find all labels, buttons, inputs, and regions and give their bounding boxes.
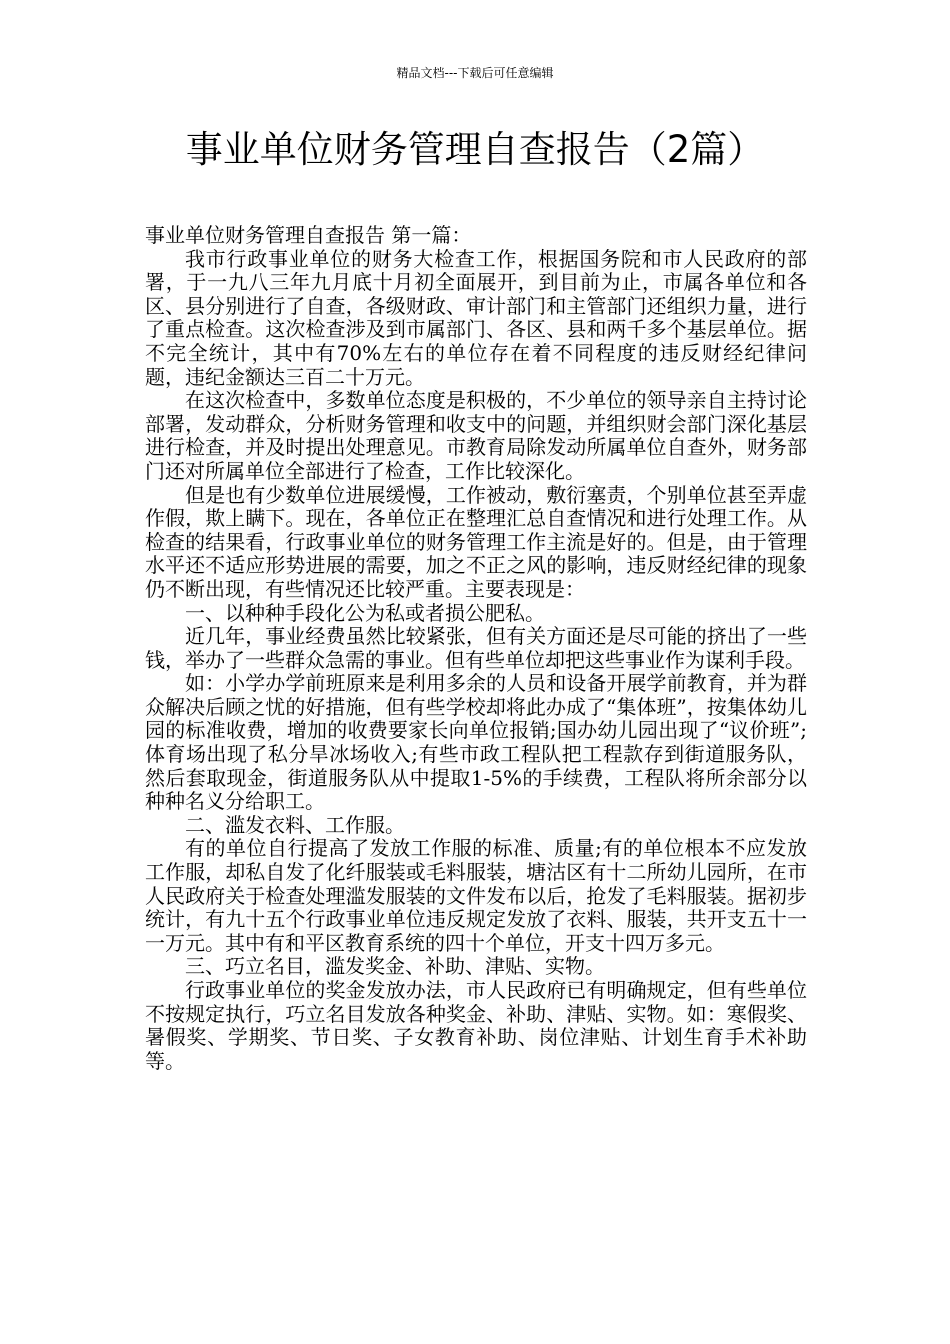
paragraph: 行政事业单位的奖金发放办法，市人民政府已有明确规定，但有些单位不按规定执行，巧立名目发放各种奖金、补助、津贴、实物。如：寒假奖、暑假奖、学期奖、节日奖、子女教育补助、岗位津贴、计划生育手术补助等。 (145, 978, 807, 1073)
subheading: 一、以种种手段化公为私或者损公肥私。 (185, 600, 545, 625)
page-header: 精品文档---下载后可任意编辑 (396, 66, 554, 80)
paragraph: 近几年，事业经费虽然比较紧张，但有关方面还是尽可能的挤出了一些钱，举办了一些群众急需的事业。但有些单位却把这些事业作为谋利手段。 (145, 624, 807, 672)
subheading: 二、滥发衣料、工作服。 (185, 812, 405, 837)
document-body (145, 224, 807, 1073)
subheading: 三、巧立名目，滥发奖金、补助、津贴、实物。 (185, 954, 605, 979)
paragraph: 有的单位自行提高了发放工作服的标准、质量;有的单位根本不应发放工作服，却私自发了化纤服装或毛料服装，塘沽区有十二所幼儿园所，在市人民政府关于检查处理滥发服装的文件发布以后，抢发了毛料服装。据初步统计，有九十五个行政事业单位违反规定发放了衣料、服装，共开支五十一一万元。其中有和平区教育系统的四十个单位，开支十四万多元。 (145, 836, 807, 955)
paragraph: 如：小学办学前班原来是利用多余的人员和设备开展学前教育，并为群众解决后顾之忧的好措施，但有些学校却将此办成了“集体班”，按集体幼儿园的标准收费，增加的收费要家长向单位报销;国办幼儿园出现了“议价班”;体育场出现了私分旱冰场收入;有些市政工程队把工程款存到街道服务队，然后套取现金，街道服务队从中提取1-5%的手续费，工程队将所余部分以种种名义分给职工。 (145, 671, 807, 814)
paragraph: 但是也有少数单位进展缓慢，工作被动，敷衍塞责，个别单位甚至弄虚作假，欺上瞒下。现在，各单位正在整理汇总自查情况和进行处理工作。从检查的结果看，行政事业单位的财务管理工作主流是好的。但是，由于管理水平还不适应形势进展的需要，加之不正之风的影响，违反财经纪律的现象仍不断出现，有些情况还比较严重。主要表现是： (145, 482, 807, 601)
paragraph: 我市行政事业单位的财务大检查工作，根据国务院和市人民政府的部署，于一九八三年九月底十月初全面展开，到目前为止，市属各单位和各区、县分别进行了自查，各级财政、审计部门和主管部门还组织力量，进行了重点检查。这次检查涉及到市属部门、各区、县和两千多个基层单位。据不完全统计，其中有70%左右的单位存在着不同程度的违反财经纪律问题，违纪金额达三百二十万元。 (145, 246, 807, 389)
section-heading: 事业单位财务管理自查报告 第一篇： (145, 223, 472, 247)
document-title: 事业单位财务管理自查报告（2篇） (185, 128, 765, 171)
paragraph: 在这次检查中，多数单位态度是积极的，不少单位的领导亲自主持讨论部署，发动群众，分析财务管理和收支中的问题，并组织财会部门深化基层进行检查，并及时提出处理意见。市教育局除发动所属单位自查外，财务部门还对所属单位全部进行了检查，工作比较深化。 (145, 388, 807, 483)
